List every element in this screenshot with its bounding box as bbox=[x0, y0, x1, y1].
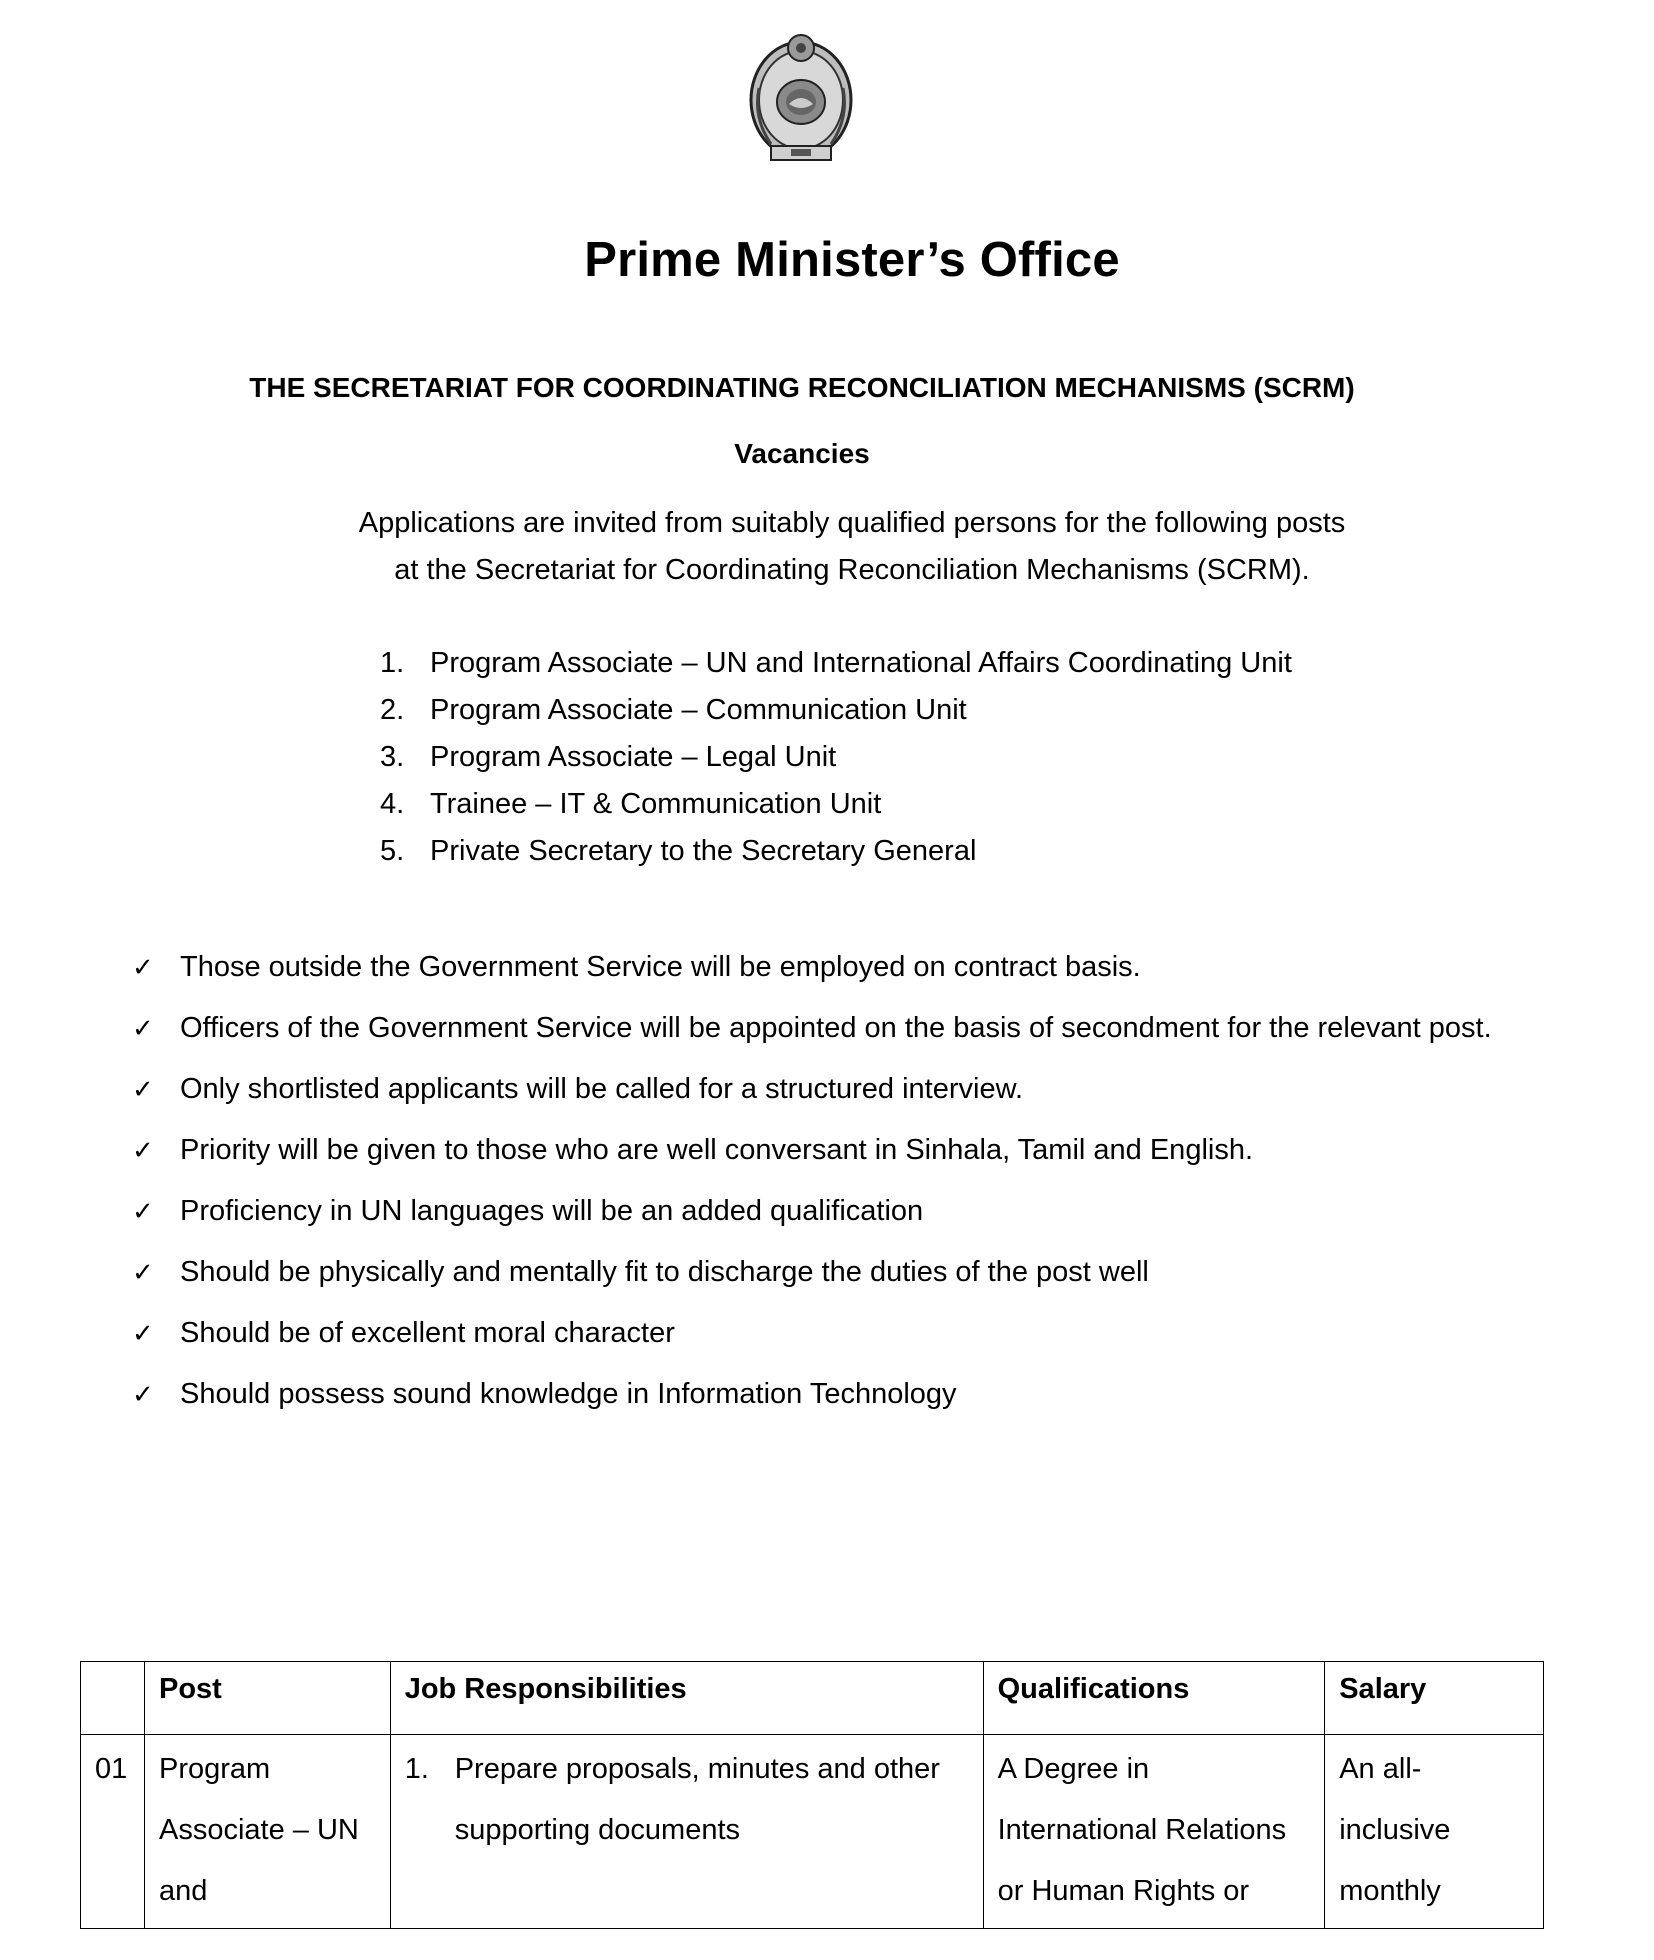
checkmark-icon: ✓ bbox=[132, 1318, 154, 1348]
post-label: Private Secretary to the Secretary General bbox=[430, 835, 977, 867]
header-no bbox=[81, 1662, 145, 1735]
condition-item bbox=[132, 1303, 1532, 1364]
page-title: Prime Minister’s Office bbox=[584, 233, 1120, 287]
post-item bbox=[380, 687, 1292, 734]
table-row bbox=[81, 1735, 1544, 1929]
conditions-list bbox=[132, 937, 1532, 1425]
intro-paragraph bbox=[0, 500, 1654, 594]
post-label: Program Associate – Legal Unit bbox=[430, 741, 837, 773]
row-post: Program Associate – UN and bbox=[144, 1735, 390, 1929]
checkmark-icon: ✓ bbox=[132, 1196, 154, 1226]
condition-item bbox=[132, 1242, 1532, 1303]
condition-text: Officers of the Government Service will be appointed on the basis of secondment for the relevant post. bbox=[180, 1012, 1492, 1044]
responsibility-text: Prepare proposals, minutes and other supporting documents bbox=[454, 1753, 940, 1846]
post-label: Program Associate – UN and International Affairs Coordinating Unit bbox=[430, 647, 1292, 679]
row-responsibilities bbox=[390, 1735, 983, 1929]
row-salary: An all-inclusive monthly bbox=[1325, 1735, 1544, 1929]
posts-list bbox=[380, 640, 1292, 875]
condition-text: Priority will be given to those who are well conversant in Sinhala, Tamil and English. bbox=[180, 1134, 1254, 1166]
checkmark-icon: ✓ bbox=[132, 952, 154, 982]
post-item bbox=[380, 640, 1292, 687]
vacancies-heading: Vacancies bbox=[734, 438, 870, 469]
post-label: Program Associate – Communication Unit bbox=[430, 694, 967, 726]
row-number: 01 bbox=[81, 1735, 145, 1929]
header-post: Post bbox=[144, 1662, 390, 1735]
row-qualifications: A Degree in International Relations or Human Rights or bbox=[983, 1735, 1325, 1929]
condition-text: Those outside the Government Service will be employed on contract basis. bbox=[180, 951, 1141, 983]
post-number: 4. bbox=[380, 788, 405, 820]
intro-line: at the Secretariat for Coordinating Reconciliation Mechanisms (SCRM). bbox=[394, 554, 1310, 586]
emblem-icon bbox=[745, 28, 857, 170]
condition-item bbox=[132, 1120, 1532, 1181]
post-item bbox=[380, 781, 1292, 828]
responsibility-number: 1. bbox=[404, 1753, 429, 1785]
condition-text: Proficiency in UN languages will be an added qualification bbox=[180, 1195, 924, 1227]
responsibility-item bbox=[405, 1739, 969, 1861]
header-job-responsibilities: Job Responsibilities bbox=[390, 1662, 983, 1735]
checkmark-icon: ✓ bbox=[132, 1013, 154, 1043]
condition-item bbox=[132, 998, 1532, 1059]
checkmark-icon: ✓ bbox=[132, 1257, 154, 1287]
post-label: Trainee – IT & Communication Unit bbox=[430, 788, 882, 820]
condition-item bbox=[132, 1059, 1532, 1120]
condition-item bbox=[132, 1181, 1532, 1242]
checkmark-icon: ✓ bbox=[132, 1074, 154, 1104]
post-number: 2. bbox=[380, 694, 405, 726]
condition-item bbox=[132, 1364, 1532, 1425]
post-number: 3. bbox=[380, 741, 405, 773]
header-salary: Salary bbox=[1325, 1662, 1544, 1735]
header-qualifications: Qualifications bbox=[983, 1662, 1325, 1735]
condition-text: Only shortlisted applicants will be called for a structured interview. bbox=[180, 1073, 1023, 1105]
condition-text: Should be physically and mentally fit to discharge the duties of the post well bbox=[180, 1256, 1149, 1288]
table-header-row bbox=[81, 1662, 1544, 1735]
checkmark-icon: ✓ bbox=[132, 1135, 154, 1165]
secretariat-heading: THE SECRETARIAT FOR COORDINATING RECONCILIATION MECHANISMS (SCRM) bbox=[249, 372, 1355, 403]
condition-text: Should possess sound knowledge in Information Technology bbox=[180, 1378, 957, 1410]
post-number: 1. bbox=[380, 647, 405, 679]
checkmark-icon: ✓ bbox=[132, 1379, 154, 1409]
post-item bbox=[380, 734, 1292, 781]
vacancy-table bbox=[80, 1661, 1544, 1929]
condition-text: Should be of excellent moral character bbox=[180, 1317, 675, 1349]
post-item bbox=[380, 828, 1292, 875]
intro-line: Applications are invited from suitably qualified persons for the following posts bbox=[358, 507, 1346, 539]
post-number: 5. bbox=[380, 835, 405, 867]
condition-item bbox=[132, 937, 1532, 998]
